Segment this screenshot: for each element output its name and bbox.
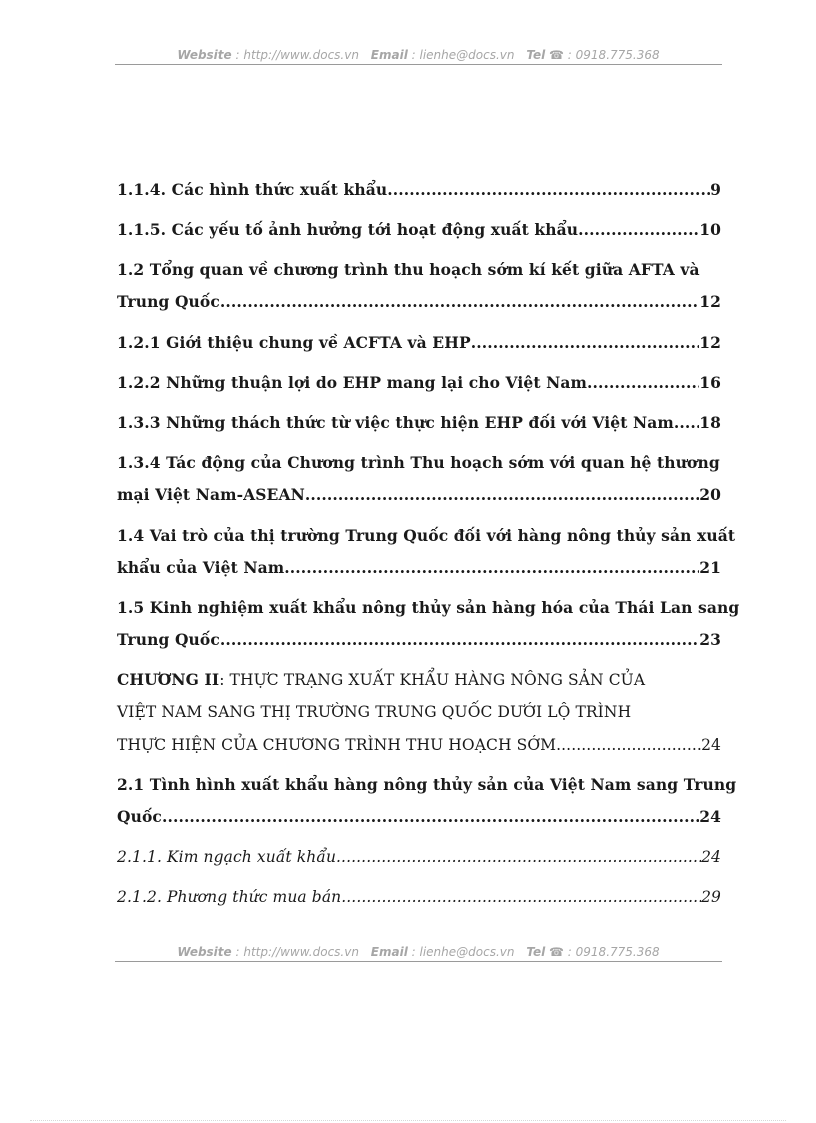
footer-website-label: Website: [177, 945, 232, 959]
leader-dots: [162, 807, 699, 826]
page-number: 20: [699, 485, 721, 504]
leader-dots: [341, 888, 701, 906]
header-website-label: Website: [177, 48, 232, 62]
leader-dots: [336, 848, 701, 866]
toc-entry-1-3-4-line1[interactable]: 1.3.4 Tác động của Chương trình Thu hoạch sớm với quan hệ thương: [117, 453, 720, 472]
footer-email-value[interactable]: : lienhe@docs.vn: [411, 945, 515, 959]
toc-entry-1-2-line2[interactable]: Trung Quốc ..... 12: [117, 292, 721, 311]
toc-entry-1-2-line1[interactable]: 1.2 Tổng quan về chương trình thu hoạch sớm kí kết giữa AFTA và: [117, 260, 700, 279]
toc-entry-1-5-line2[interactable]: Trung Quốc ..... 23: [117, 630, 721, 649]
toc-chapter-2-line2[interactable]: VIỆT NAM SANG THỊ TRƯỜNG TRUNG QUỐC DƯỚI LỘ TRÌNH: [117, 703, 632, 721]
toc-entry-1-1-4[interactable]: 1.1.4. Các hình thức xuất khẩu ..... 9: [117, 180, 721, 199]
page-number: 12: [699, 333, 721, 352]
header-website-value[interactable]: : http://www.docs.vn: [235, 48, 359, 62]
page-number: 24: [701, 736, 721, 754]
page-header: [115, 48, 722, 65]
page-number: 21: [699, 558, 721, 577]
toc-entry-2-1-line1[interactable]: 2.1 Tình hình xuất khẩu hàng nông thủy sản của Việt Nam sang Trung: [117, 775, 737, 794]
toc-chapter-2-line3[interactable]: THỰC HIỆN CỦA CHƯƠNG TRÌNH THU HOẠCH SỚM ..... 24: [117, 736, 721, 754]
header-email-value[interactable]: : lienhe@docs.vn: [411, 48, 515, 62]
toc-entry-1-4-line2[interactable]: khẩu của Việt Nam ..... 21: [117, 558, 721, 577]
leader-dots: [220, 292, 699, 311]
toc-entry-2-1-2[interactable]: 2.1.2. Phương thức mua bán ..... 29: [117, 888, 721, 906]
leader-dots: [471, 333, 700, 352]
toc-entry-1-5-line1[interactable]: 1.5 Kinh nghiệm xuất khẩu nông thủy sản hàng hóa của Thái Lan sang: [117, 598, 740, 617]
page-number: 24: [699, 807, 721, 826]
page-number: 29: [701, 888, 721, 906]
leader-dots: [284, 558, 699, 577]
header-email-label: Email: [370, 48, 408, 62]
page-number: 9: [710, 180, 721, 199]
page-footer: [115, 945, 722, 962]
header-tel-value: ☎ : 0918.775.368: [549, 48, 660, 62]
leader-dots: [674, 413, 699, 432]
footer-tel-label: Tel: [526, 945, 546, 959]
toc-entry-1-2-2[interactable]: 1.2.2 Những thuận lợi do EHP mang lại cho Việt Nam ..... 16: [117, 373, 721, 392]
leader-dots: [387, 180, 710, 199]
leader-dots: [556, 736, 701, 754]
footer-email-label: Email: [370, 945, 408, 959]
leader-dots: [305, 485, 699, 504]
footer-website-value[interactable]: : http://www.docs.vn: [235, 945, 359, 959]
page-number: 24: [701, 848, 721, 866]
toc-chapter-2-line1[interactable]: CHƯƠNG II: THỰC TRẠNG XUẤT KHẨU HÀNG NÔNG SẢN CỦA: [117, 670, 646, 689]
footer-tel-value: ☎ : 0918.775.368: [549, 945, 660, 959]
page-number: 16: [699, 373, 721, 392]
page-number: 12: [699, 292, 721, 311]
page-break-divider: [30, 1120, 786, 1121]
header-tel-label: Tel: [526, 48, 546, 62]
chapter-label: CHƯƠNG II: [117, 670, 220, 689]
page-number: 10: [699, 220, 721, 239]
leader-dots: [587, 373, 699, 392]
page-number: 23: [699, 630, 721, 649]
toc-entry-1-3-4-line2[interactable]: mại Việt Nam-ASEAN ..... 20: [117, 485, 721, 504]
toc-entry-1-2-1[interactable]: 1.2.1 Giới thiệu chung về ACFTA và EHP ..... 12: [117, 333, 721, 352]
leader-dots: [220, 630, 699, 649]
toc-entry-2-1-1[interactable]: 2.1.1. Kim ngạch xuất khẩu ..... 24: [117, 848, 721, 866]
page-number: 18: [699, 413, 721, 432]
toc-entry-1-1-5[interactable]: 1.1.5. Các yếu tố ảnh hưởng tới hoạt động xuất khẩu ..... 10: [117, 220, 721, 239]
leader-dots: [578, 220, 699, 239]
toc-entry-1-3-3[interactable]: 1.3.3 Những thách thức từ việc thực hiện EHP đối với Việt Nam ..... 18: [117, 413, 721, 432]
toc-entry-2-1-line2[interactable]: Quốc ..... 24: [117, 807, 721, 826]
toc-entry-1-4-line1[interactable]: 1.4 Vai trò của thị trường Trung Quốc đối với hàng nông thủy sản xuất: [117, 526, 736, 545]
